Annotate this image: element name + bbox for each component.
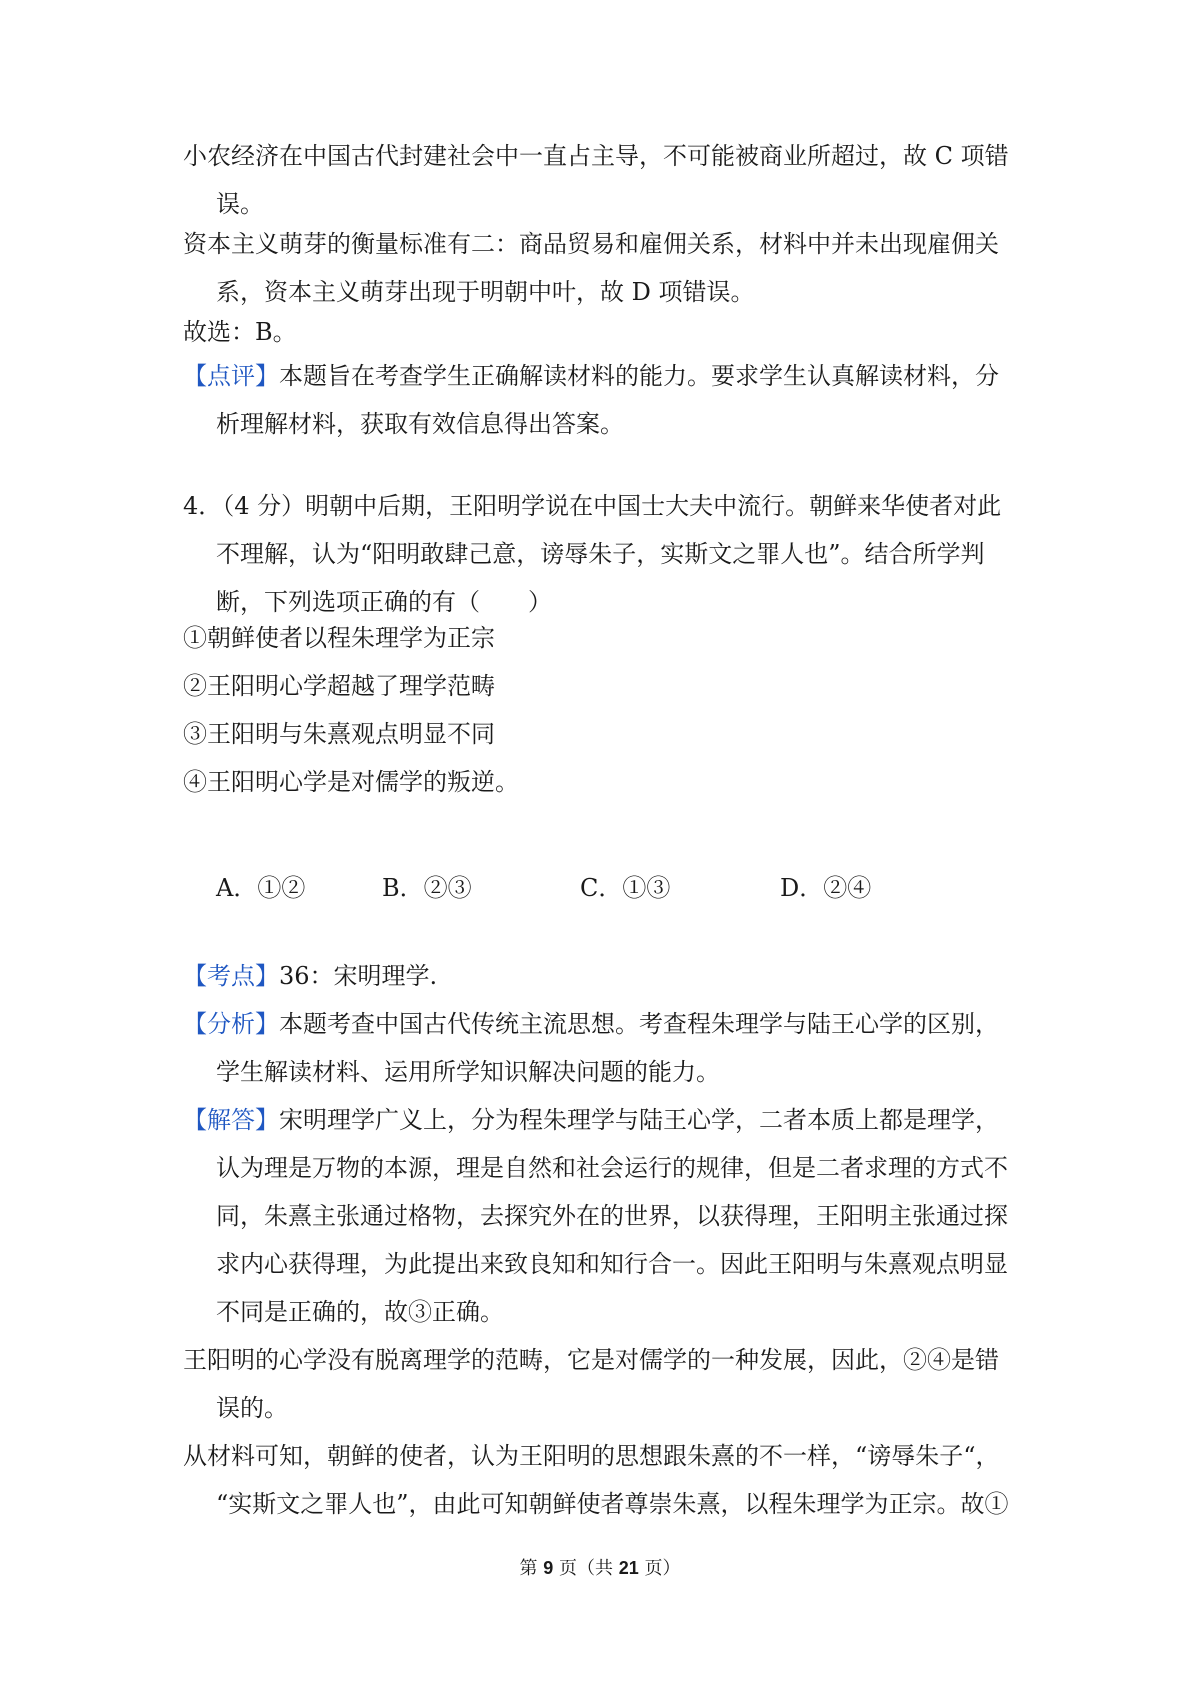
text-line: 不同是正确的，故③正确。 <box>216 1298 504 1326</box>
question-4 <box>183 482 1028 626</box>
text-line: 本题考查中国古代传统主流思想。考查程朱理学与陆王心学的区别， <box>279 1010 999 1038</box>
answer-options <box>216 864 976 912</box>
text-line: 36：宋明理学. <box>279 962 438 990</box>
text-line: 宋明理学广义上，分为程朱理学与陆王心学，二者本质上都是理学， <box>279 1106 999 1134</box>
text-line: 系，资本主义萌芽出现于明朝中叶，故 D 项错误。 <box>216 278 755 306</box>
text-line: 认为理是万物的本源，理是自然和社会运行的规律，但是二者求理的方式不 <box>216 1154 1008 1182</box>
fenxi-section <box>183 1000 1028 1096</box>
statement-item: ④王阳明心学是对儒学的叛逆。 <box>183 768 519 796</box>
kaodian-section <box>183 952 1028 1000</box>
statement-list <box>183 614 1028 806</box>
text-line: 资本主义萌芽的衡量标准有二：商品贸易和雇佣关系，材料中并未出现雇佣关 <box>183 230 999 258</box>
page-number: 9 <box>543 1558 554 1578</box>
question-stem-line: 不理解，认为“阳明敢肆己意，谤辱朱子，实斯文之罪人也”。结合所学判 <box>216 540 985 568</box>
text-line: 误的。 <box>216 1394 288 1422</box>
question-stem-line: 4．（4 分）明朝中后期，王阳明学说在中国士大夫中流行。朝鲜来华使者对此 <box>183 492 1002 520</box>
text-line: 同，朱熹主张通过格物，去探究外在的世界，以获得理，王阳明主张通过探 <box>216 1202 1008 1230</box>
text-line: 析理解材料，获取有效信息得出答案。 <box>216 410 624 438</box>
option-c: C．①③ <box>580 874 671 902</box>
footer-suffix: 页） <box>638 1558 681 1579</box>
statement-item: ①朝鲜使者以程朱理学为正宗 <box>183 624 495 652</box>
statement-item: ③王阳明与朱熹观点明显不同 <box>183 720 495 748</box>
text-line: 从材料可知，朝鲜的使者，认为王阳明的思想跟朱熹的不一样，“谤辱朱子“， <box>183 1442 1000 1470</box>
option-a: A．①② <box>216 874 306 902</box>
analysis-wang <box>183 1336 1028 1432</box>
text-line: 小农经济在中国古代封建社会中一直占主导，不可能被商业所超过，故 C 项错 <box>183 142 1009 170</box>
page-total: 21 <box>618 1558 639 1578</box>
footer-prefix: 第 <box>519 1558 544 1579</box>
fenxi-tag: 【分析】 <box>183 1010 279 1038</box>
comment-tag: 【点评】 <box>183 362 279 390</box>
analysis-material <box>183 1432 1028 1528</box>
question-stem-line: 断，下列选项正确的有（ ） <box>216 588 552 616</box>
prev-answer-c <box>183 132 1028 228</box>
text-line: 学生解读材料、运用所学知识解决问题的能力。 <box>216 1058 720 1086</box>
kaodian-tag: 【考点】 <box>183 962 279 990</box>
prev-answer-choice <box>183 308 1028 356</box>
page-footer <box>0 1555 1200 1582</box>
option-d: D．②④ <box>780 874 872 902</box>
statement-item: ②王阳明心学超越了理学范畴 <box>183 672 495 700</box>
text-line: “实斯文之罪人也”，由此可知朝鲜使者尊崇朱熹，以程朱理学为正宗。故① <box>216 1490 1009 1518</box>
text-line: 王阳明的心学没有脱离理学的范畴，它是对儒学的一种发展，因此，②④是错 <box>183 1346 999 1374</box>
text-line: 本题旨在考查学生正确解读材料的能力。要求学生认真解读材料，分 <box>279 362 999 390</box>
text-line: 误。 <box>216 190 264 218</box>
footer-middle: 页（共 <box>553 1558 619 1579</box>
text-line: 求内心获得理，为此提出来致良知和知行合一。因此王阳明与朱熹观点明显 <box>216 1250 1008 1278</box>
jieda-section <box>183 1096 1028 1336</box>
text-line: 故选：B。 <box>183 318 297 346</box>
prev-answer-d <box>183 220 1028 316</box>
jieda-tag: 【解答】 <box>183 1106 279 1134</box>
option-b: B．②③ <box>382 874 472 902</box>
prev-comment <box>183 352 1028 448</box>
